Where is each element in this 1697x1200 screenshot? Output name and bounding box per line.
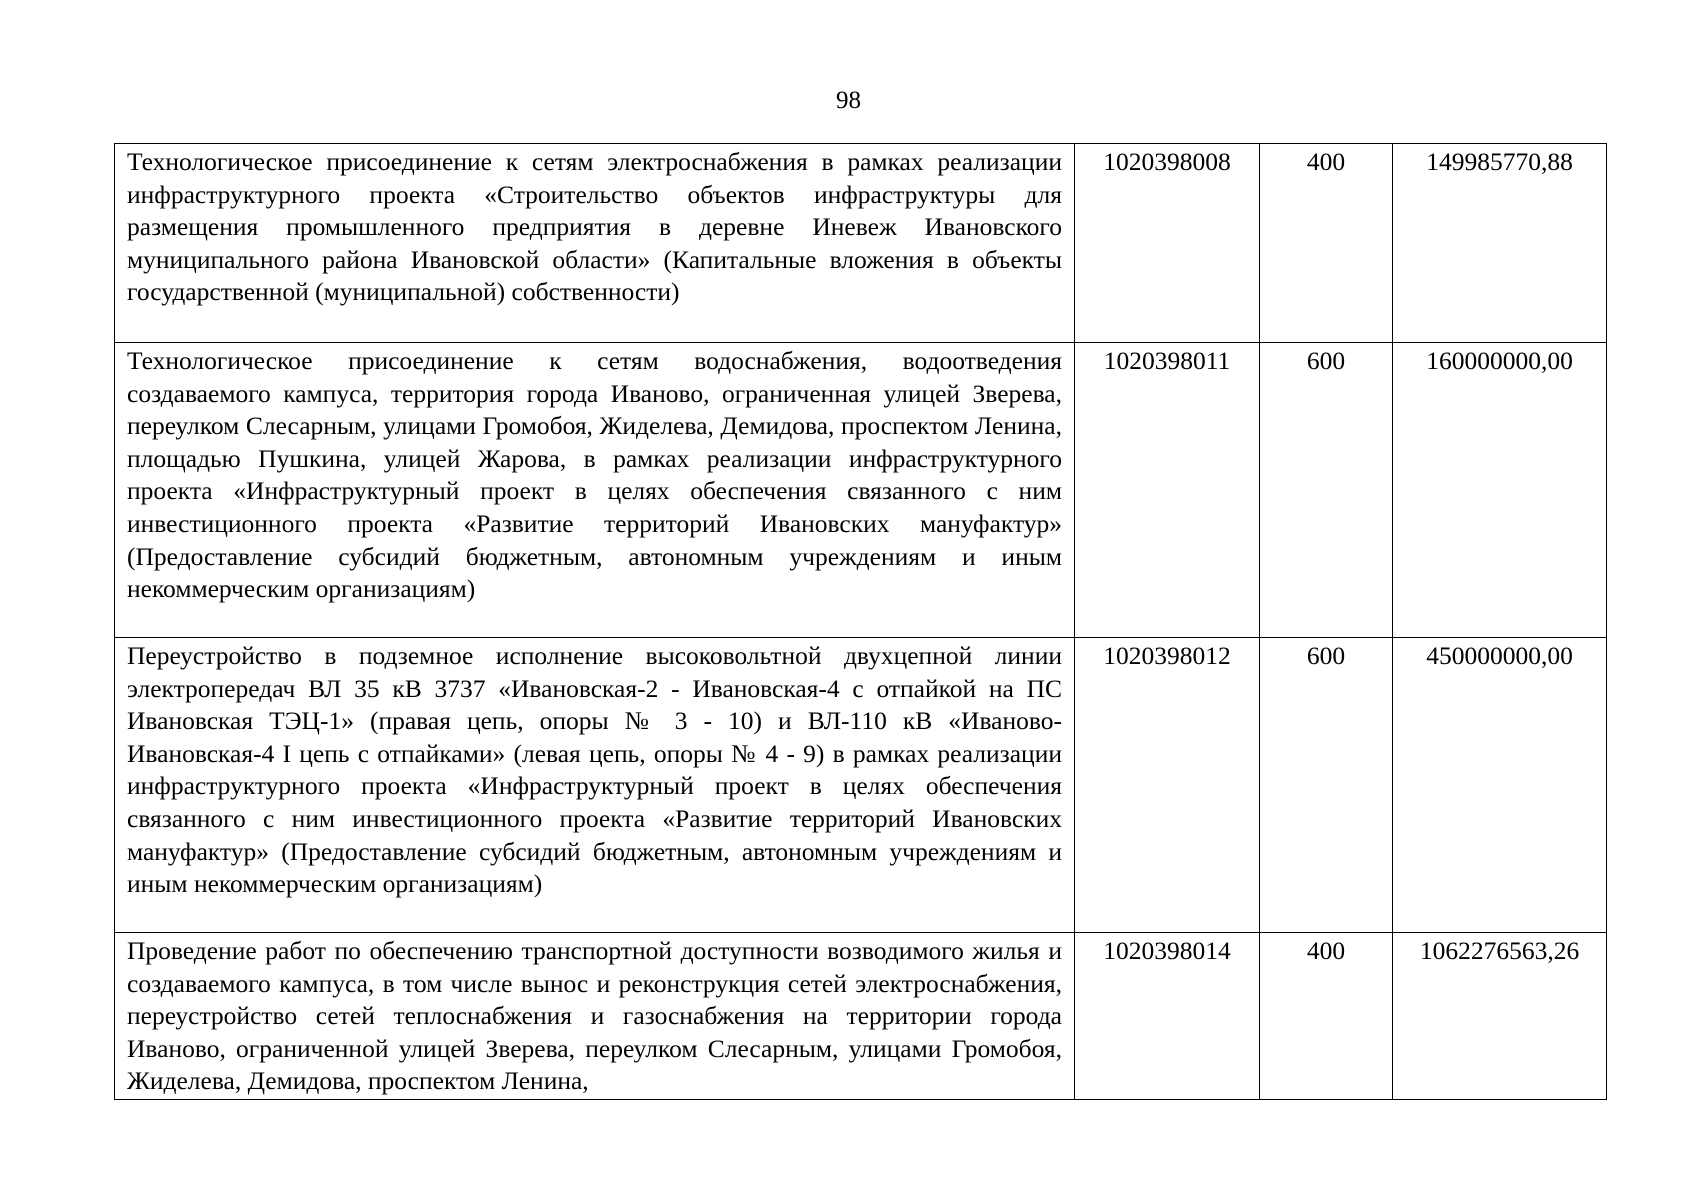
table-row bbox=[115, 343, 1607, 638]
amount-cell: 450000000,00 bbox=[1393, 638, 1607, 933]
expense-type-cell: 600 bbox=[1260, 343, 1393, 638]
table-row bbox=[115, 144, 1607, 343]
target-code-cell: 1020398011 bbox=[1075, 343, 1260, 638]
expense-type-cell: 400 bbox=[1260, 144, 1393, 343]
expense-name-cell: Технологическое присоединение к сетям электроснабжения в рамках реализации инфраструктурного проекта «Строительство объектов инфраструктуры для размещения промышленного предприятия в деревне Иневеж Ивановского муниципального района Ивановской области» (Капитальные вложения в объекты государственной (муниципальной) собственности) bbox=[115, 144, 1075, 343]
target-code-cell: 1020398014 bbox=[1075, 933, 1260, 1100]
expense-type-cell: 400 bbox=[1260, 933, 1393, 1100]
table-row bbox=[115, 638, 1607, 933]
budget-table bbox=[114, 143, 1607, 1100]
expense-name-cell: Проведение работ по обеспечению транспортной доступности возводимого жилья и создаваемого кампуса, в том числе вынос и реконструкция сетей электроснабжения, переустройство сетей теплоснабжения и газоснабжения на территории города Иваново, ограниченной улицей Зверева, переулком Слесарным, улицами Громобоя, Жиделева, Демидова, проспектом Ленина, bbox=[115, 933, 1075, 1100]
target-code-cell: 1020398012 bbox=[1075, 638, 1260, 933]
amount-cell: 1062276563,26 bbox=[1393, 933, 1607, 1100]
expense-name-cell: Переустройство в подземное исполнение высоковольтной двухцепной линии электропередач ВЛ 35 кВ 3737 «Ивановская-2 - Ивановская-4 с отпайкой на ПС Ивановская ТЭЦ-1» (правая цепь, опоры № 3 - 10) и ВЛ-110 кВ «Иваново-Ивановская-4 I цепь с отпайками» (левая цепь, опоры № 4 - 9) в рамках реализации инфраструктурного проекта «Инфраструктурный проект в целях обеспечения связанного с ним инвестиционного проекта «Развитие территорий Ивановских мануфактур» (Предоставление субсидий бюджетным, автономным учреждениям и иным некоммерческим организациям) bbox=[115, 638, 1075, 933]
table-row bbox=[115, 933, 1607, 1100]
expense-name-cell: Технологическое присоединение к сетям водоснабжения, водоотведения создаваемого кампуса, территория города Иваново, ограниченная улицей Зверева, переулком Слесарным, улицами Громобоя, Жиделева, Демидова, проспектом Ленина, площадью Пушкина, улицей Жарова, в рамках реализации инфраструктурного проекта «Инфраструктурный проект в целях обеспечения связанного с ним инвестиционного проекта «Развитие территорий Ивановских мануфактур» (Предоставление субсидий бюджетным, автономным учреждениям и иным некоммерческим организациям) bbox=[115, 343, 1075, 638]
target-code-cell: 1020398008 bbox=[1075, 144, 1260, 343]
amount-cell: 149985770,88 bbox=[1393, 144, 1607, 343]
amount-cell: 160000000,00 bbox=[1393, 343, 1607, 638]
page-number: 98 bbox=[836, 87, 861, 114]
expense-type-cell: 600 bbox=[1260, 638, 1393, 933]
